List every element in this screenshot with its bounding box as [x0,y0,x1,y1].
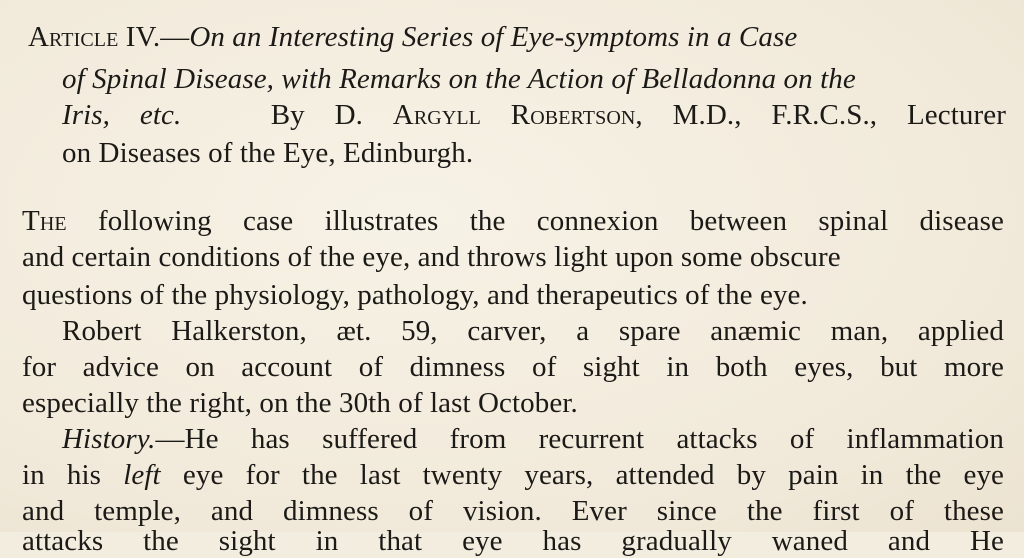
heading-dash: — [160,21,190,53]
para1-line-2: and certain conditions of the eye, and throws light upon some obscure [22,241,841,273]
article-title-line-1 [28,20,1003,54]
history-label: History. [62,423,156,455]
para1-line-1 [22,204,1004,238]
article-title-line-3 [62,98,1006,132]
article-label: Article IV. [28,21,161,53]
title-part-3: Iris, etc. [62,99,182,131]
para3-line-2 [22,458,1004,492]
para1-line-3: questions of the physiology, pathology, and therapeutics of the eye. [22,279,808,311]
para2-line-2: for advice on account of dimness of sight in both eyes, but more [22,351,1004,383]
title-part-2: of Spinal Disease, with Remarks on the Action of Belladonna on the [62,63,856,95]
author-position: on Diseases of the Eye, Edinburgh. [62,137,474,169]
para3-line-4-partial: attacks the sight in that eye has gradually waned and [22,525,931,557]
title-part-1: On an Interesting Series of Eye-symptoms in a Case [189,21,798,53]
author-credentials: M.D., F.R.C.S., Lecturer [672,99,1006,131]
para3-line-1-rest: He has suffered from recurrent attacks of inflammation [184,423,1004,455]
author-name: Argyll Robertson, [392,99,643,131]
para3-line-3: and temple, and dimness of vision. Ever since the first of these [22,495,1004,527]
para3-left-word: left [123,459,161,491]
para3-line-4-end: He [969,525,1004,557]
history-dash: — [155,423,185,455]
para3-line-1 [62,422,1004,456]
byline-by: By D. [270,99,363,131]
para3-line-4-cut [22,524,1004,558]
para3-line-2-a: in his [22,459,102,491]
para2-line-3: especially the right, on the 30th of last October. [22,387,578,419]
para3-line-2-b: eye for the last twenty years, attended by pain in the eye [182,459,1005,491]
article-title-line-2 [62,62,1006,96]
para1-lead: The [22,205,67,237]
para1-line-1-text: following case illustrates the connexion between spinal disease [98,205,1004,237]
para2-line-1: Robert Halkerston, æt. 59, carver, a spare anæmic man, applied [62,315,1004,347]
